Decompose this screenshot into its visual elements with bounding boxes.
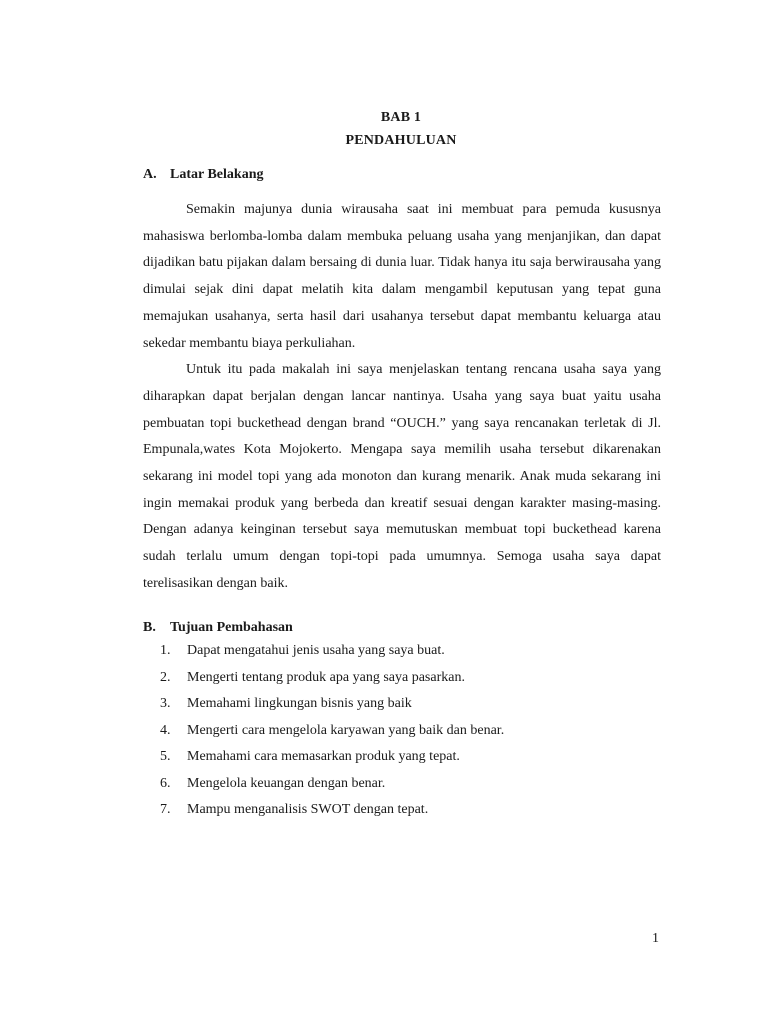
section-a-body [143, 197, 661, 598]
list-item-text: Mampu menganalisis SWOT dengan tepat. [187, 802, 429, 817]
page-number: 1 [652, 931, 659, 946]
chapter-number: BAB 1 [380, 110, 422, 125]
list-item-text: Dapat mengatahui jenis usaha yang saya buat. [187, 643, 445, 658]
list-item-text: Mengelola keuangan dengan benar. [187, 775, 386, 791]
list-item [160, 665, 504, 692]
chapter-title: PENDAHULUAN [345, 133, 457, 148]
section-b-letter: B. [143, 620, 156, 635]
list-item-number: 1. [160, 643, 171, 658]
list-item-number: 2. [160, 669, 171, 685]
list-item [160, 638, 504, 665]
list-item-number: 4. [160, 722, 171, 738]
list-item [160, 718, 504, 745]
list-item-number: 6. [160, 775, 171, 791]
list-item-number: 5. [160, 749, 171, 764]
section-b-heading [143, 620, 293, 636]
section-b-title: Tujuan Pembahasan [170, 620, 293, 635]
list-item-number: 3. [160, 696, 171, 711]
section-a-letter: A. [143, 167, 157, 182]
list-item-text: Mengerti cara mengelola karyawan yang baik dan benar. [187, 722, 505, 738]
list-item [160, 744, 504, 771]
list-item [160, 691, 504, 718]
list-item [160, 771, 504, 798]
list-item-number: 7. [160, 802, 171, 817]
list-item-text: Mengerti tentang produk apa yang saya pasarkan. [187, 669, 465, 685]
goals-list [160, 638, 504, 824]
section-a-title: Latar Belakang [170, 167, 264, 182]
paragraph-1: Semakin majunya dunia wirausaha saat ini membuat para pemuda kususnya mahasiswa berlomba-lomba dalam membuka peluang usaha yang menjanjikan, dan dapat dijadikan batu pijakan dalam bersaing di dunia luar. Tidak hanya itu saja berwirausaha yang dimulai sejak dini dapat melatih kita dalam mengambil keputusan yang tepat guna memajukan usahanya, serta hasil dari usahanya tersebut dapat membantu keluarga atau sekedar membantu biaya perkuliahan. [143, 202, 661, 351]
section-a-heading [143, 167, 263, 183]
list-item-text: Memahami lingkungan bisnis yang baik [187, 696, 412, 711]
paragraph-2: Untuk itu pada makalah ini saya menjelaskan tentang rencana usaha saya yang diharapkan dapat berjalan dengan lancar nantinya. Usaha yang saya buat yaitu usaha pembuatan topi buckethead dengan brand “OUCH.” yang saya rencanakan terletak di Jl. Empunala,wates Kota Mojokerto. Mengapa saya memilih usaha tersebut dikarenakan sekarang ini model topi yang ada monoton dan kurang menarik. Anak muda sekarang ini ingin memakai produk yang berbeda dan kreatif sesuai dengan karakter masing-masing. Dengan adanya keinginan tersebut saya memutuskan membuat topi buckethead karena sudah terlalu umum dengan topi-topi pada umumnya. Semoga usaha saya dapat terelisasikan dengan baik. [143, 362, 661, 591]
list-item [160, 797, 504, 824]
list-item-text: Memahami cara memasarkan produk yang tepat. [187, 749, 460, 764]
